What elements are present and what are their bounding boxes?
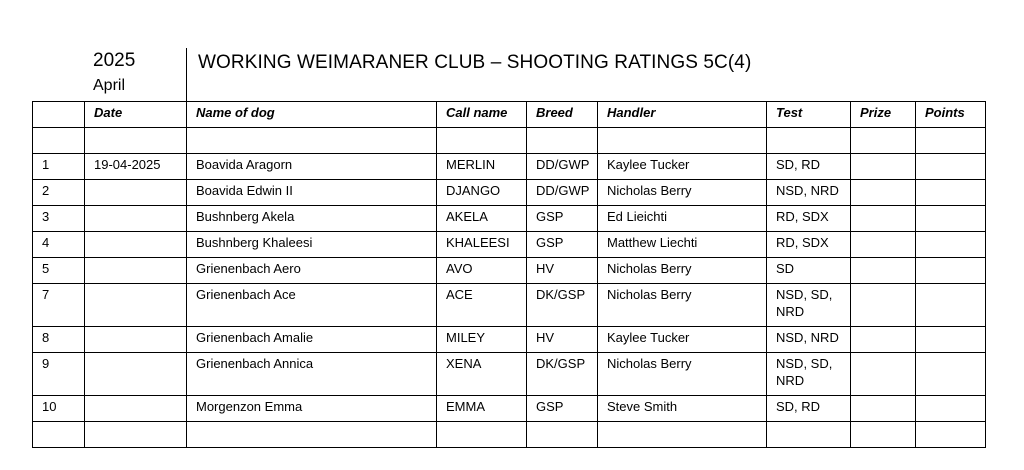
empty-cell [85, 422, 187, 448]
column-header-breed: Breed [527, 102, 598, 128]
cell-test: RD, SDX [767, 206, 851, 232]
empty-row [33, 422, 986, 448]
cell-points [916, 353, 986, 396]
table-row [33, 284, 986, 327]
cell-points [916, 258, 986, 284]
cell-name-of-dog: Grienenbach Ace [187, 284, 437, 327]
cell-handler: Kaylee Tucker [598, 154, 767, 180]
empty-cell [33, 422, 85, 448]
cell-number: 5 [33, 258, 85, 284]
cell-call-name: MILEY [437, 327, 527, 353]
cell-number: 2 [33, 180, 85, 206]
cell-handler: Nicholas Berry [598, 258, 767, 284]
cell-date [85, 396, 187, 422]
table-row [33, 232, 986, 258]
column-header-handler: Handler [598, 102, 767, 128]
table-row [33, 327, 986, 353]
cell-name-of-dog: Boavida Edwin II [187, 180, 437, 206]
document-header [32, 48, 984, 101]
cell-date [85, 206, 187, 232]
cell-handler: Nicholas Berry [598, 353, 767, 396]
cell-call-name: MERLIN [437, 154, 527, 180]
cell-points [916, 232, 986, 258]
cell-handler: Kaylee Tucker [598, 327, 767, 353]
cell-test: NSD, SD, NRD [767, 284, 851, 327]
cell-breed: HV [527, 258, 598, 284]
table-row [33, 353, 986, 396]
cell-call-name: AVO [437, 258, 527, 284]
document-title: WORKING WEIMARANER CLUB – SHOOTING RATINGS 5C(4) [198, 52, 752, 73]
column-header-prize: Prize [851, 102, 916, 128]
column-header-number [33, 102, 85, 128]
cell-breed: HV [527, 327, 598, 353]
cell-prize [851, 180, 916, 206]
cell-number: 10 [33, 396, 85, 422]
cell-prize [851, 154, 916, 180]
column-header-call-name: Call name [437, 102, 527, 128]
cell-date [85, 180, 187, 206]
month-label: April [93, 77, 126, 94]
ratings-table [32, 101, 986, 448]
cell-number: 1 [33, 154, 85, 180]
cell-breed: GSP [527, 396, 598, 422]
cell-name-of-dog: Boavida Aragorn [187, 154, 437, 180]
empty-cell [767, 422, 851, 448]
cell-call-name: DJANGO [437, 180, 527, 206]
cell-number: 3 [33, 206, 85, 232]
cell-test: SD [767, 258, 851, 284]
cell-prize [851, 396, 916, 422]
table-row [33, 154, 986, 180]
cell-date [85, 258, 187, 284]
cell-prize [851, 353, 916, 396]
cell-call-name: EMMA [437, 396, 527, 422]
cell-name-of-dog: Grienenbach Aero [187, 258, 437, 284]
cell-date [85, 284, 187, 327]
cell-name-of-dog: Bushnberg Khaleesi [187, 232, 437, 258]
column-header-points: Points [916, 102, 986, 128]
cell-points [916, 284, 986, 327]
cell-name-of-dog: Grienenbach Amalie [187, 327, 437, 353]
cell-name-of-dog: Morgenzon Emma [187, 396, 437, 422]
table-header-row [33, 102, 986, 128]
empty-row [33, 128, 986, 154]
cell-date [85, 327, 187, 353]
cell-date: 19-04-2025 [85, 154, 187, 180]
empty-cell [437, 422, 527, 448]
cell-prize [851, 232, 916, 258]
cell-number: 8 [33, 327, 85, 353]
table-row [33, 396, 986, 422]
cell-points [916, 154, 986, 180]
year-label: 2025 [93, 50, 136, 71]
cell-call-name: XENA [437, 353, 527, 396]
cell-points [916, 180, 986, 206]
cell-test: SD, RD [767, 154, 851, 180]
cell-prize [851, 284, 916, 327]
cell-points [916, 206, 986, 232]
cell-call-name: ACE [437, 284, 527, 327]
cell-name-of-dog: Bushnberg Akela [187, 206, 437, 232]
empty-cell [851, 422, 916, 448]
cell-breed: GSP [527, 206, 598, 232]
cell-number: 4 [33, 232, 85, 258]
cell-call-name: AKELA [437, 206, 527, 232]
empty-cell [916, 422, 986, 448]
cell-date [85, 232, 187, 258]
cell-breed: DD/GWP [527, 154, 598, 180]
cell-handler: Nicholas Berry [598, 180, 767, 206]
cell-test: NSD, SD, NRD [767, 353, 851, 396]
cell-test: NSD, NRD [767, 180, 851, 206]
cell-test: NSD, NRD [767, 327, 851, 353]
cell-breed: DK/GSP [527, 284, 598, 327]
cell-name-of-dog: Grienenbach Annica [187, 353, 437, 396]
cell-handler: Matthew Liechti [598, 232, 767, 258]
cell-test: RD, SDX [767, 232, 851, 258]
cell-number: 9 [33, 353, 85, 396]
cell-date [85, 353, 187, 396]
cell-points [916, 327, 986, 353]
table-row [33, 206, 986, 232]
cell-handler: Steve Smith [598, 396, 767, 422]
header-divider [186, 48, 187, 101]
cell-call-name: KHALEESI [437, 232, 527, 258]
table-row [33, 258, 986, 284]
column-header-test: Test [767, 102, 851, 128]
cell-prize [851, 258, 916, 284]
column-header-name-of-dog: Name of dog [187, 102, 437, 128]
column-header-date: Date [85, 102, 187, 128]
empty-cell [187, 422, 437, 448]
table-row [33, 180, 986, 206]
empty-cell [527, 422, 598, 448]
cell-breed: DD/GWP [527, 180, 598, 206]
cell-breed: GSP [527, 232, 598, 258]
cell-handler: Nicholas Berry [598, 284, 767, 327]
cell-breed: DK/GSP [527, 353, 598, 396]
cell-prize [851, 206, 916, 232]
cell-points [916, 396, 986, 422]
cell-number: 7 [33, 284, 85, 327]
empty-cell [598, 422, 767, 448]
cell-handler: Ed Lieichti [598, 206, 767, 232]
cell-test: SD, RD [767, 396, 851, 422]
cell-prize [851, 327, 916, 353]
